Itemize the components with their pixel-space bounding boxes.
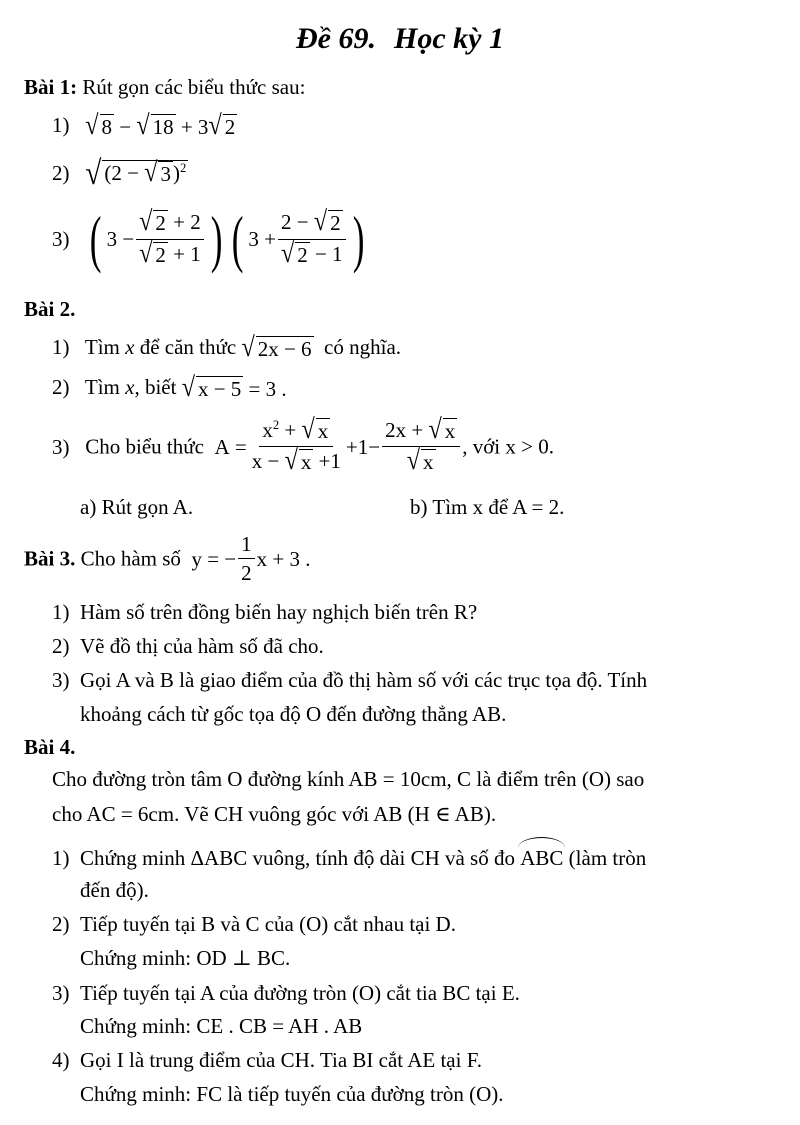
- bai4-q2: 2) Tiếp tuyến tại B và C của (O) cắt nhau tại D.: [52, 912, 456, 936]
- bai4-q4: 4) Gọi I là trung điểm của CH. Tia BI cắt AE tại F.: [52, 1048, 482, 1072]
- bai4-label: Bài 4.: [24, 735, 76, 759]
- bai3-q1: 1) Hàm số trên đồng biến hay nghịch biến trên R?: [52, 600, 478, 624]
- bai2-q2: 2) Tìm x, biết √ x − 5 = 3 .: [52, 371, 287, 403]
- bai4-p1: Cho đường tròn tâm O đường kính AB = 10cm, C là điểm trên (O) sao: [52, 767, 645, 791]
- bai2-label: Bài 2.: [24, 297, 76, 321]
- bai1-item-1: 1) √ 8 − √ 18 + 3 √ 2: [52, 109, 236, 141]
- bai2-q1: 1) Tìm x để căn thức √ 2x − 6 có nghĩa.: [52, 331, 402, 363]
- bai2-sub-b: b) Tìm x để A = 2.: [410, 495, 565, 519]
- bai4-q3-cont: Chứng minh: CE . CB = AH . AB: [80, 1014, 363, 1038]
- bai2-sub-a: a) Rút gọn A.: [80, 495, 194, 519]
- bai3-function: y = − $\frac{1}{2}$ x + 3 .: [186, 532, 311, 586]
- bai4-q3: 3) Tiếp tuyến tại A của đường tròn (O) cắt tia BC tại E.: [52, 981, 520, 1005]
- bai1-item-2: 2) √ (2 − √ 3 )$^2$: [52, 155, 187, 193]
- bai3-q2: 2) Vẽ đồ thị của hàm số đã cho.: [52, 634, 324, 658]
- arc-abc: ABC: [520, 846, 564, 870]
- bai4-q1: 1) Chứng minh ΔABC vuông, tính độ dài CH và số đo ABC (làm tròn: [52, 846, 647, 870]
- page-title: [0, 20, 800, 58]
- bai1-expr-3: ( 3 − √ 2 + 2 √ 2 + 1 ) ( 3 + 2 − √ 2 √ 2 − 1 ): [90, 203, 365, 274]
- bai4-q2-cont: Chứng minh: OD ⊥ BC.: [80, 946, 291, 970]
- bai4-q4-cont: Chứng minh: FC là tiếp tuyến của đường tròn (O).: [80, 1082, 504, 1106]
- bai2-q3: 3) Cho biểu thức A = $x^2$ + √ x x − √ x +1 +1− 2x + √ x √ x , với x > 0.: [52, 413, 554, 476]
- bai1-item-3: 3) ( 3 − √ 2 + 2 √ 2 + 1 ) ( 3 + 2 − √ 2 √ 2 − 1 ): [52, 207, 369, 271]
- bai3-q3: 3) Gọi A và B là giao điểm của đồ thị hàm số với các trục tọa độ. Tính: [52, 668, 648, 692]
- bai4-q1-cont: đến độ).: [80, 878, 149, 902]
- bai1-heading: [24, 74, 305, 100]
- bai1-expr-2: √ (2 − √ 3 )$^2$: [85, 155, 187, 193]
- bai3-q3-cont: khoảng cách từ gốc tọa độ O đến đường thẳng AB.: [80, 702, 507, 726]
- bai4-p2: cho AC = 6cm. Vẽ CH vuông góc với AB (H ∈ AB).: [52, 802, 497, 826]
- bai3-heading: Bài 3. Cho hàm số y = − $\frac{1}{2}$ x + 3 .: [24, 532, 311, 586]
- title-number: Đề 69.: [296, 22, 376, 55]
- bai1-intro: Rút gọn các biểu thức sau:: [82, 75, 306, 99]
- bai2-expr-A: A = $x^2$ + √ x x − √ x +1 +1− 2x + √ x √ x: [209, 418, 462, 475]
- bai1-label: Bài 1:: [24, 75, 78, 99]
- bai1-expr-1: √ 8 − √ 18 + 3 √ 2: [85, 109, 236, 141]
- title-term: Học kỳ 1: [394, 22, 504, 55]
